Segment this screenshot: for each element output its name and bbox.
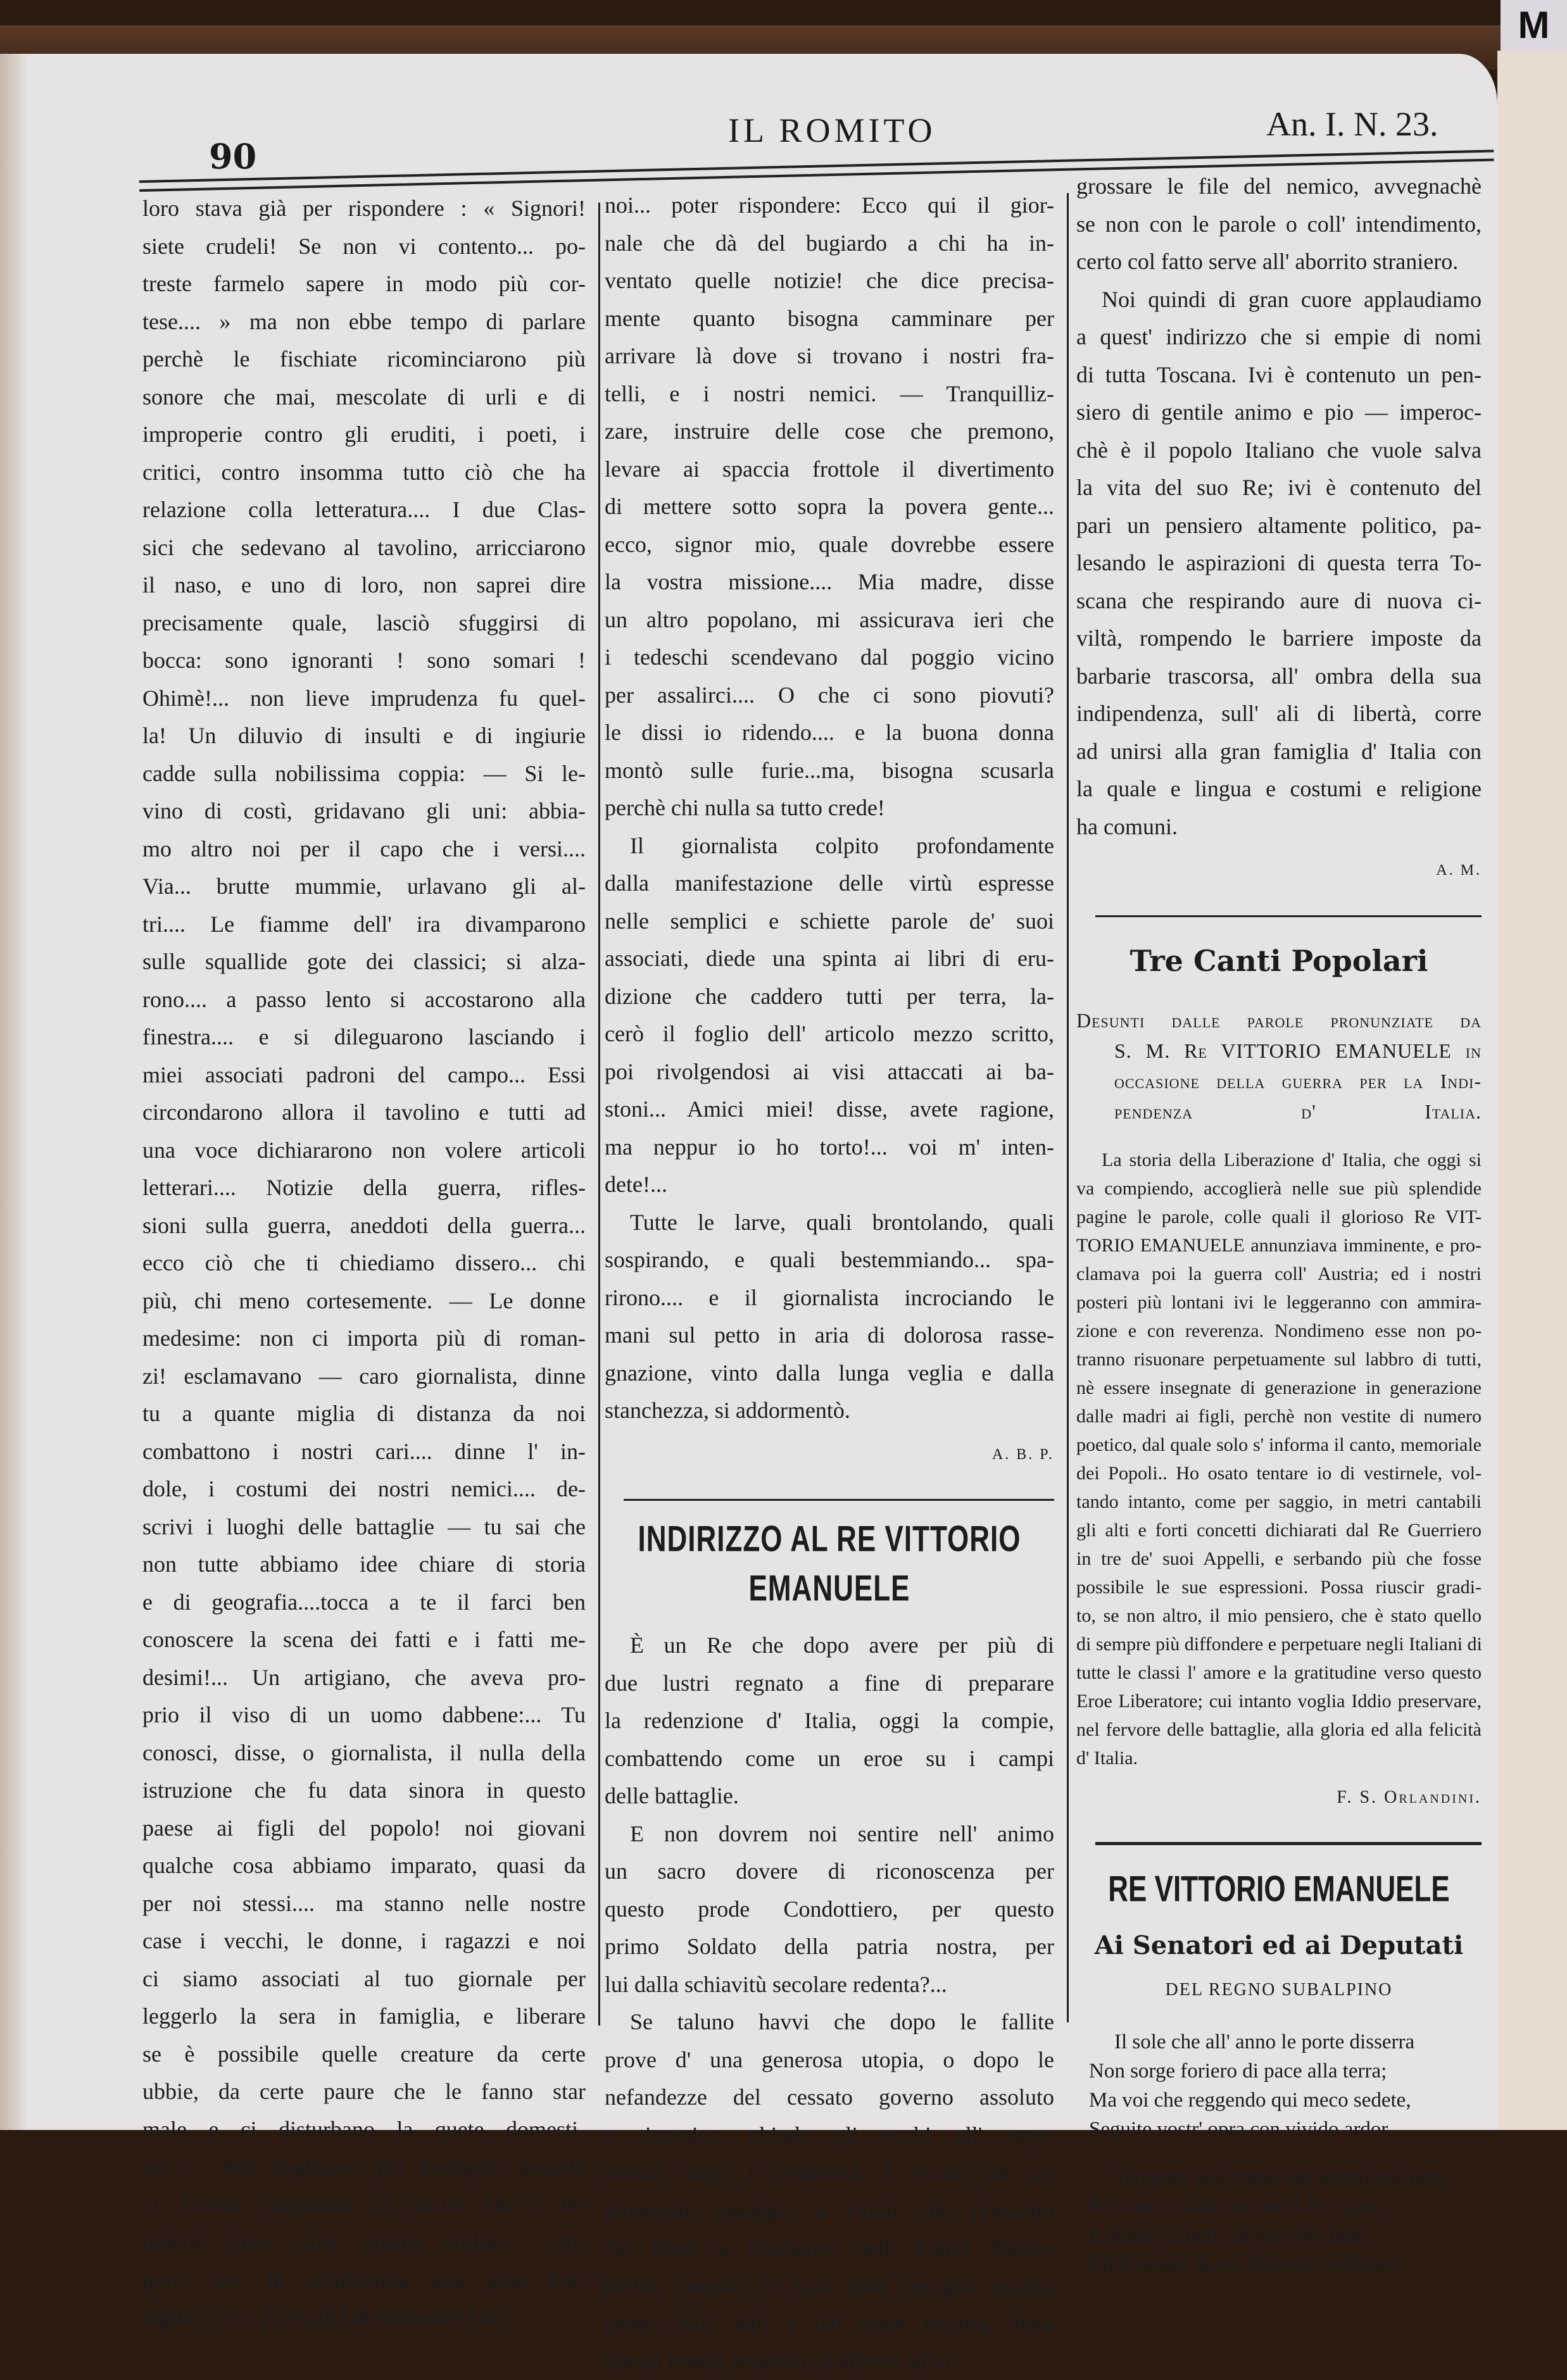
text-line: nale che dà del bugiardo a chi ha in-: [605, 225, 1054, 263]
text-line: primo Soldato della patria nostra, per: [605, 1928, 1054, 1966]
text-line: delle battaglie.: [605, 1777, 1054, 1815]
text-line: posteri più lontani ivi le leggeranno con ammira-: [1076, 1288, 1482, 1317]
text-line: ci dicono: sappiamo di sicuro che i te-: [142, 2186, 586, 2224]
text-line: arrivare là dove si trovano i nostri fra-: [605, 337, 1054, 375]
text-line: Eroe Liberatore; cui intanto voglia Iddio preservare,: [1076, 1687, 1482, 1715]
text-line: siero di gentile animo e pio — imperoc-: [1076, 394, 1482, 432]
text-line: stoni... Amici miei! disse, avete ragione,: [605, 1091, 1054, 1129]
text-line: per assalirci.... O che ci sono piovuti?: [605, 677, 1054, 715]
paragraph: [605, 1204, 1054, 1430]
text-line: lui dalla schiavitù secolare redenta?...: [605, 1966, 1054, 2004]
text-line: tese.... » ma non ebbe tempo di parlare: [142, 303, 586, 341]
text-line: la vostra missione.... Mia madre, disse: [605, 563, 1054, 601]
text-line: loro stava già per rispondere : « Signori!: [142, 190, 586, 228]
text-line: più, chi meno cortesemente. — Le donne: [142, 1282, 586, 1320]
text-line: mani sul petto in aria di dolorosa rasse-: [605, 1317, 1054, 1355]
text-line: ha comuni.: [1076, 808, 1482, 846]
text-line: sici che sedevano al tavolino, arricciarono: [142, 529, 586, 567]
text-line: di mettere sotto sopra la povera gente...: [605, 488, 1054, 526]
column-divider: [598, 203, 600, 2026]
text-line: vino di costì, gridavano gli uni: abbia-: [142, 792, 586, 830]
text-line: Tutte le larve, quali brontolando, quali: [605, 1204, 1054, 1242]
text-line: ci siamo associati al tuo giornale per: [142, 1960, 586, 1998]
text-line: di sempre più diffondere e perpetuare negli Italiani di: [1076, 1630, 1482, 1658]
text-line: cadde sulla nobilissima coppia: — Si le-: [142, 755, 586, 793]
text-line: un sacro dovere di riconoscenza per: [605, 1853, 1054, 1891]
text-line: per noi stessi.... ma stanno nelle nostre: [142, 1885, 586, 1923]
article-title-indirizzo: INDIRIZZO AL RE VITTORIO EMANUELE: [605, 1515, 1054, 1613]
text-line: Seguite vostr' opra con vivido ardor.: [1089, 2115, 1482, 2144]
text-line: va compiendo, accoglierà nelle sue più splendide: [1076, 1174, 1482, 1203]
text-line: sospirando, e quali bestemmiando... spa-: [605, 1241, 1054, 1279]
text-line: scrivi i luoghi delle battaglie — tu sai che: [142, 1508, 586, 1546]
text-line: stanchezza, si addormentò.: [605, 1392, 1054, 1430]
text-line: pendenza d' Italia.: [1076, 1096, 1482, 1127]
text-line: E non dovrem noi sentire nell' animo: [605, 1815, 1054, 1853]
newspaper-page: [0, 54, 1497, 2130]
text-line: lesando le aspirazioni di questa terra To-: [1076, 544, 1482, 582]
text-line: occasione della guerra per la Indi-: [1076, 1066, 1482, 1096]
text-line: combattendo come un eroe su i campi: [605, 1740, 1054, 1778]
text-line: conoscere la scena dei fatti e i fatti me-: [142, 1621, 586, 1659]
text-line: i tedeschi scendevano dal poggio vicino: [605, 639, 1054, 677]
text-line: mo altro noi per il capo che i versi....: [142, 830, 586, 868]
text-line: istruzione che fu data sinora in questo: [142, 1772, 586, 1810]
text-line: perchè le fischiate ricominciarono più: [142, 341, 586, 379]
text-line: gionevole omaggio a Colui che prescelto: [605, 2192, 1054, 2230]
poem-stanza: [1076, 2027, 1482, 2144]
text-line: bocca: sono ignoranti ! sono somari !: [142, 642, 586, 680]
text-line: cerò il foglio dell' articolo mezzo scritto,: [605, 1015, 1054, 1053]
column-3: [1076, 168, 1482, 2279]
paragraph: [1076, 1146, 1482, 1772]
text-line: nefandezze del cessato governo assoluto: [605, 2079, 1054, 2117]
text-line: pagine le parole, colle quali il glorioso Re VIT-: [1076, 1203, 1482, 1231]
text-line: un altro popolano, mi assicurava ieri che: [605, 601, 1054, 639]
article-subtitle: [1076, 1005, 1482, 1127]
text-line: dalla manifestazione delle virtù espresse: [605, 865, 1054, 903]
text-line: dai Cieli a fondatore dell' Italica Nazio-: [605, 2229, 1054, 2267]
text-line: gnazione, vinto dalla lunga veglia e dalla: [605, 1355, 1054, 1393]
text-line: perchè chi nulla sa tutto crede!: [605, 789, 1054, 827]
text-line: rirono.... e il giornalista incrociando le: [605, 1279, 1054, 1317]
text-line: taglia a 15 o 20 miglia di lontananza da: [142, 2299, 586, 2337]
text-line: noi... poter rispondere: Ecco qui il gior-: [605, 187, 1054, 225]
text-line: qualche cosa abbiamo imparato, quasi da: [142, 1847, 586, 1885]
text-line: ubbie, da certe paure che le fanno star: [142, 2073, 586, 2111]
text-line: nè essere insegnate di generazione in generazione: [1076, 1374, 1482, 1402]
text-line: mente quanto bisogna camminare per: [605, 300, 1054, 338]
text-line: nalità, unendo in una sola famiglia quanta: [605, 2267, 1054, 2305]
column-divider: [1067, 193, 1069, 2022]
text-line: deschi sono sulle nostre colline.... op-: [142, 2224, 586, 2262]
text-line: dete!...: [605, 1166, 1054, 1204]
masthead-title: IL ROMITO: [728, 111, 936, 150]
text-line: Desunti dalle parole pronunziate da: [1076, 1005, 1482, 1036]
text-line: miei associati padroni del campo... Essi: [142, 1056, 586, 1094]
paragraph: [605, 1815, 1054, 2004]
text-line: medesime: non ci importa più di roman-: [142, 1320, 586, 1358]
text-line: ca. — Noi vogliamo, per esempio, quando: [142, 2148, 586, 2186]
text-line: paese ai figli del popolo! noi giovani: [142, 1810, 586, 1848]
text-line: sulle squallide gote dei classici; si alza-: [142, 943, 586, 981]
text-line: Il sole che all' anno le porte disserra: [1089, 2027, 1482, 2057]
text-line: una voce dichiararono non volere articoli: [142, 1132, 586, 1170]
text-line: le dissi io ridendo.... e la buona donna: [605, 714, 1054, 752]
text-line: poetico, dal quale solo s' informa il canto, memoriale: [1076, 1431, 1482, 1459]
text-line: chè è il popolo Italiano che vuole salva: [1076, 432, 1482, 470]
text-line: case i vecchi, le donne, i ragazzi e noi: [142, 1922, 586, 1960]
text-line: circondarono allora il tavolino e tutti ad: [142, 1094, 586, 1132]
text-line: ma neppur io ho torto!... voi m' inten-: [605, 1129, 1054, 1167]
text-line: dei Popoli.. Ho osato tentare io di vestirnele, vol-: [1076, 1459, 1482, 1488]
text-line: non tutte abbiamo idee chiare di storia: [142, 1546, 586, 1584]
text-line: la redenzione d' Italia, oggi la compie,: [605, 1702, 1054, 1740]
text-line: e di geografia....tocca a te il farci ben: [142, 1584, 586, 1622]
article-title-re-vittorio: RE VITTORIO EMANUELE: [1076, 1865, 1482, 1913]
page-number: 90: [209, 136, 256, 177]
section-rule: [624, 1499, 1054, 1501]
text-line: la quale e lingua e costumi e religione: [1076, 770, 1482, 808]
text-line: male e ci disturbano la quete domesti-: [142, 2111, 586, 2149]
signature-abp: A. B. P.: [992, 1436, 1054, 1474]
text-line: tando intanto, come per saggio, in metri cantabili: [1076, 1488, 1482, 1516]
text-line: pure: ieri fu combattuta una gran bat-: [142, 2262, 586, 2300]
text-line: Noi quindi di gran cuore applaudiamo: [1076, 281, 1482, 319]
text-line: dole, i costumi dei nostri nemici.... de-: [142, 1470, 586, 1508]
text-line: nelle semplici e schiette parole de' suoi: [605, 903, 1054, 941]
issue-number: An. I. N. 23.: [1266, 104, 1438, 144]
text-line: Temprati alla scuola dei giorni che furo: [1089, 2163, 1482, 2192]
text-line: di tutta Toscana. Ivi è contenuto un pen-: [1076, 356, 1482, 394]
text-line: È un Re che dopo avere per più di: [605, 1627, 1054, 1665]
text-line: zi! esclamavano — caro giornalista, dinne: [142, 1358, 586, 1396]
text-line: precisamente quale, lasciò sfuggirsi di: [142, 604, 586, 642]
text-line: dizione che caddero tutti per terra, la-: [605, 978, 1054, 1016]
text-line: barbarie trascorsa, all' ombra della sua: [1076, 658, 1482, 696]
text-line: tutte le classi l' amore e la gratitudine verso questo: [1076, 1658, 1482, 1687]
text-line: Via... brutte mummie, urlavano gli al-: [142, 868, 586, 906]
text-line: combattono i nostri cari.... dinne l' in-: [142, 1433, 586, 1471]
text-line: d' Italia.: [1076, 1744, 1482, 1772]
text-line: La storia della Liberazione d' Italia, che oggi si: [1076, 1146, 1482, 1174]
signature-am: A. M.: [1436, 852, 1482, 890]
text-line: finestra.... e si dileguarono lasciando i: [142, 1018, 586, 1056]
paragraph: [1076, 281, 1482, 846]
text-line: pari un pensiero altamente politico, pa-: [1076, 507, 1482, 545]
text-line: ecco, signor mio, quale dovrebbe essere: [605, 526, 1054, 564]
text-line: tri.... Le fiamme dell' ira divamparono: [142, 906, 586, 944]
text-line: rienza, nega l' evidenza, e ricusa un ra-: [605, 2154, 1054, 2192]
text-line: grossare le file del nemico, avvegnachè: [1076, 168, 1482, 206]
text-line: desimi!... Un artigiano, che aveva pro-: [142, 1659, 586, 1697]
column-1: [142, 190, 586, 2337]
poem-stanza: [1076, 2163, 1482, 2279]
text-line: a quest' indirizzo che si empie di nomi: [1076, 318, 1482, 356]
text-line: sioni sulla guerra, aneddoti della guerra...: [142, 1207, 586, 1245]
text-line: treste farmelo sapere in modo più cor-: [142, 265, 586, 303]
text-line: dalle madri ai figli, perchè non vestite di numero: [1076, 1402, 1482, 1431]
text-line: to, se non altro, il mio pensiero, che è stato quello: [1076, 1601, 1482, 1630]
text-line: e tirannico, chiude gli occhi all' espe-: [605, 2117, 1054, 2155]
text-line: questa nostra penisola, si affretti ad in-: [605, 2343, 1054, 2380]
article-title-tre-canti: Tre Canti Popolari: [1076, 943, 1482, 980]
section-rule: [1095, 1842, 1482, 1845]
text-line: nel fervore delle battaglie, alla gloria ed alla felicità: [1076, 1715, 1482, 1744]
paragraph: [605, 1627, 1054, 1815]
text-line: la! Un diluvio di insulti e di ingiurie: [142, 717, 586, 755]
text-line: questo prode Condottiero, per questo: [605, 1891, 1054, 1929]
text-line: associati, diede una spinta ai libri di eru-: [605, 940, 1054, 978]
text-line: ad unirsi alla gran famiglia d' Italia con: [1076, 733, 1482, 771]
text-line: in tre de' suoi Appelli, e serbando più che fosse: [1076, 1544, 1482, 1573]
text-line: il naso, e uno di loro, non saprei dire: [142, 567, 586, 604]
text-line: viltà, rompendo le barriere imposte da: [1076, 620, 1482, 658]
paragraph: [605, 187, 1054, 827]
text-line: telli, e i nostri nemici. — Tranquilliz-: [605, 375, 1054, 413]
text-line: Il giornalista colpito profondamente: [605, 827, 1054, 865]
text-line: Se taluno havvi che dopo le fallite: [605, 2003, 1054, 2041]
text-line: levare ai spaccia frottole il divertimento: [605, 451, 1054, 489]
text-line: siete crudeli! Se non vi contento... po-: [142, 228, 586, 266]
text-line: Ohimè!... non lieve imprudenza fu quel-: [142, 680, 586, 718]
text-line: indipendenza, sull' ali di libertà, corre: [1076, 695, 1482, 733]
text-line: sonore che mai, mescolate di urli e di: [142, 379, 586, 416]
text-line: leggerlo la sera in famiglia, e liberare: [142, 1998, 586, 2036]
article-subtitle-regno: DEL REGNO SUBALPINO: [1076, 1971, 1482, 2009]
text-line: conosci, disse, o giornalista, il nulla della: [142, 1734, 586, 1772]
text-line: gli alti e forti concetti dichiarati dal Re Guerriero: [1076, 1516, 1482, 1544]
text-line: montò sulle furie...ma, bisogna scusarla: [605, 752, 1054, 790]
text-line: ventato quelle notizie! che dice precisa-: [605, 262, 1054, 300]
text-line: scana che respirando aure di nuova ci-: [1076, 582, 1482, 620]
text-line: S. M. Re VITTORIO EMANUELE in: [1076, 1036, 1482, 1066]
paragraph: [1076, 168, 1482, 281]
text-line: Ch' è nostra divisa Giustizia ed Onor.: [1089, 2250, 1482, 2279]
text-line: tranno risuonare perpetuamente sul labbro di tutti,: [1076, 1345, 1482, 1374]
text-line: gente, dall' alpi e dal mare recinta, abita: [605, 2305, 1054, 2343]
text-line: Ma voi che reggendo qui meco sedete,: [1089, 2086, 1482, 2115]
text-line: possibile le sue espressioni. Possa riuscir gradi-: [1076, 1573, 1482, 1601]
text-line: letterari.... Notizie della guerra, rifles-: [142, 1169, 586, 1207]
paragraph: [605, 827, 1054, 1204]
text-line: Moviam risoluti incontro al futuro;: [1089, 2192, 1482, 2221]
text-line: certo col fatto serve all' aborrito straniero.: [1076, 243, 1482, 281]
column-1-text: [142, 190, 586, 2337]
text-line: la vita del suo Re; ivi è contenuto del: [1076, 469, 1482, 507]
text-line: zione e con reverenza. Nondimeno esse non po-: [1076, 1317, 1482, 1345]
text-line: poi rivolgendosi ai visi attaccati ai ba-: [605, 1053, 1054, 1091]
text-line: se è possibile quelle creature da certe: [142, 2036, 586, 2074]
text-line: Non sorge foriero di pace alla terra;: [1089, 2057, 1482, 2086]
article-subtitle-senatori: Ai Senatori ed ai Deputati: [1076, 1927, 1482, 1965]
text-line: zare, instruire delle cose che premono,: [605, 413, 1054, 451]
text-line: clamava poi la guerra coll' Austria; ed i nostri: [1076, 1260, 1482, 1288]
text-line: se non con le parole o coll' intendimento,: [1076, 206, 1482, 244]
text-line: prio il viso di un uomo dabbene:... Tu: [142, 1696, 586, 1734]
text-line: TORIO EMANUELE annunziava imminente, e pro-: [1076, 1231, 1482, 1260]
section-rule: [1095, 915, 1482, 917]
column-2: [605, 187, 1054, 2380]
text-line: rono.... a passo lento si accostarono alla: [142, 981, 586, 1019]
paragraph: [605, 2003, 1054, 2380]
signature-orlandini: F. S. Orlandini.: [1337, 1779, 1482, 1817]
next-page-label: M: [1501, 0, 1567, 51]
text-line: tu a quante miglia di distanza da noi: [142, 1395, 586, 1433]
text-line: due lustri regnato a fine di preparare: [605, 1665, 1054, 1703]
next-page-edge: [1497, 51, 1567, 2130]
text-line: E desso fia bello di sorti più liete,: [1089, 2221, 1482, 2250]
text-line: relazione colla letteratura.... I due Clas-: [142, 491, 586, 529]
text-line: critici, contro insomma tutto ciò che ha: [142, 454, 586, 492]
text-line: ecco ciò che ti chiediamo dissero... chi: [142, 1244, 586, 1282]
text-line: prove d' una generosa utopia, o dopo le: [605, 2041, 1054, 2079]
text-line: improperie contro gli eruditi, i poeti, i: [142, 416, 586, 454]
